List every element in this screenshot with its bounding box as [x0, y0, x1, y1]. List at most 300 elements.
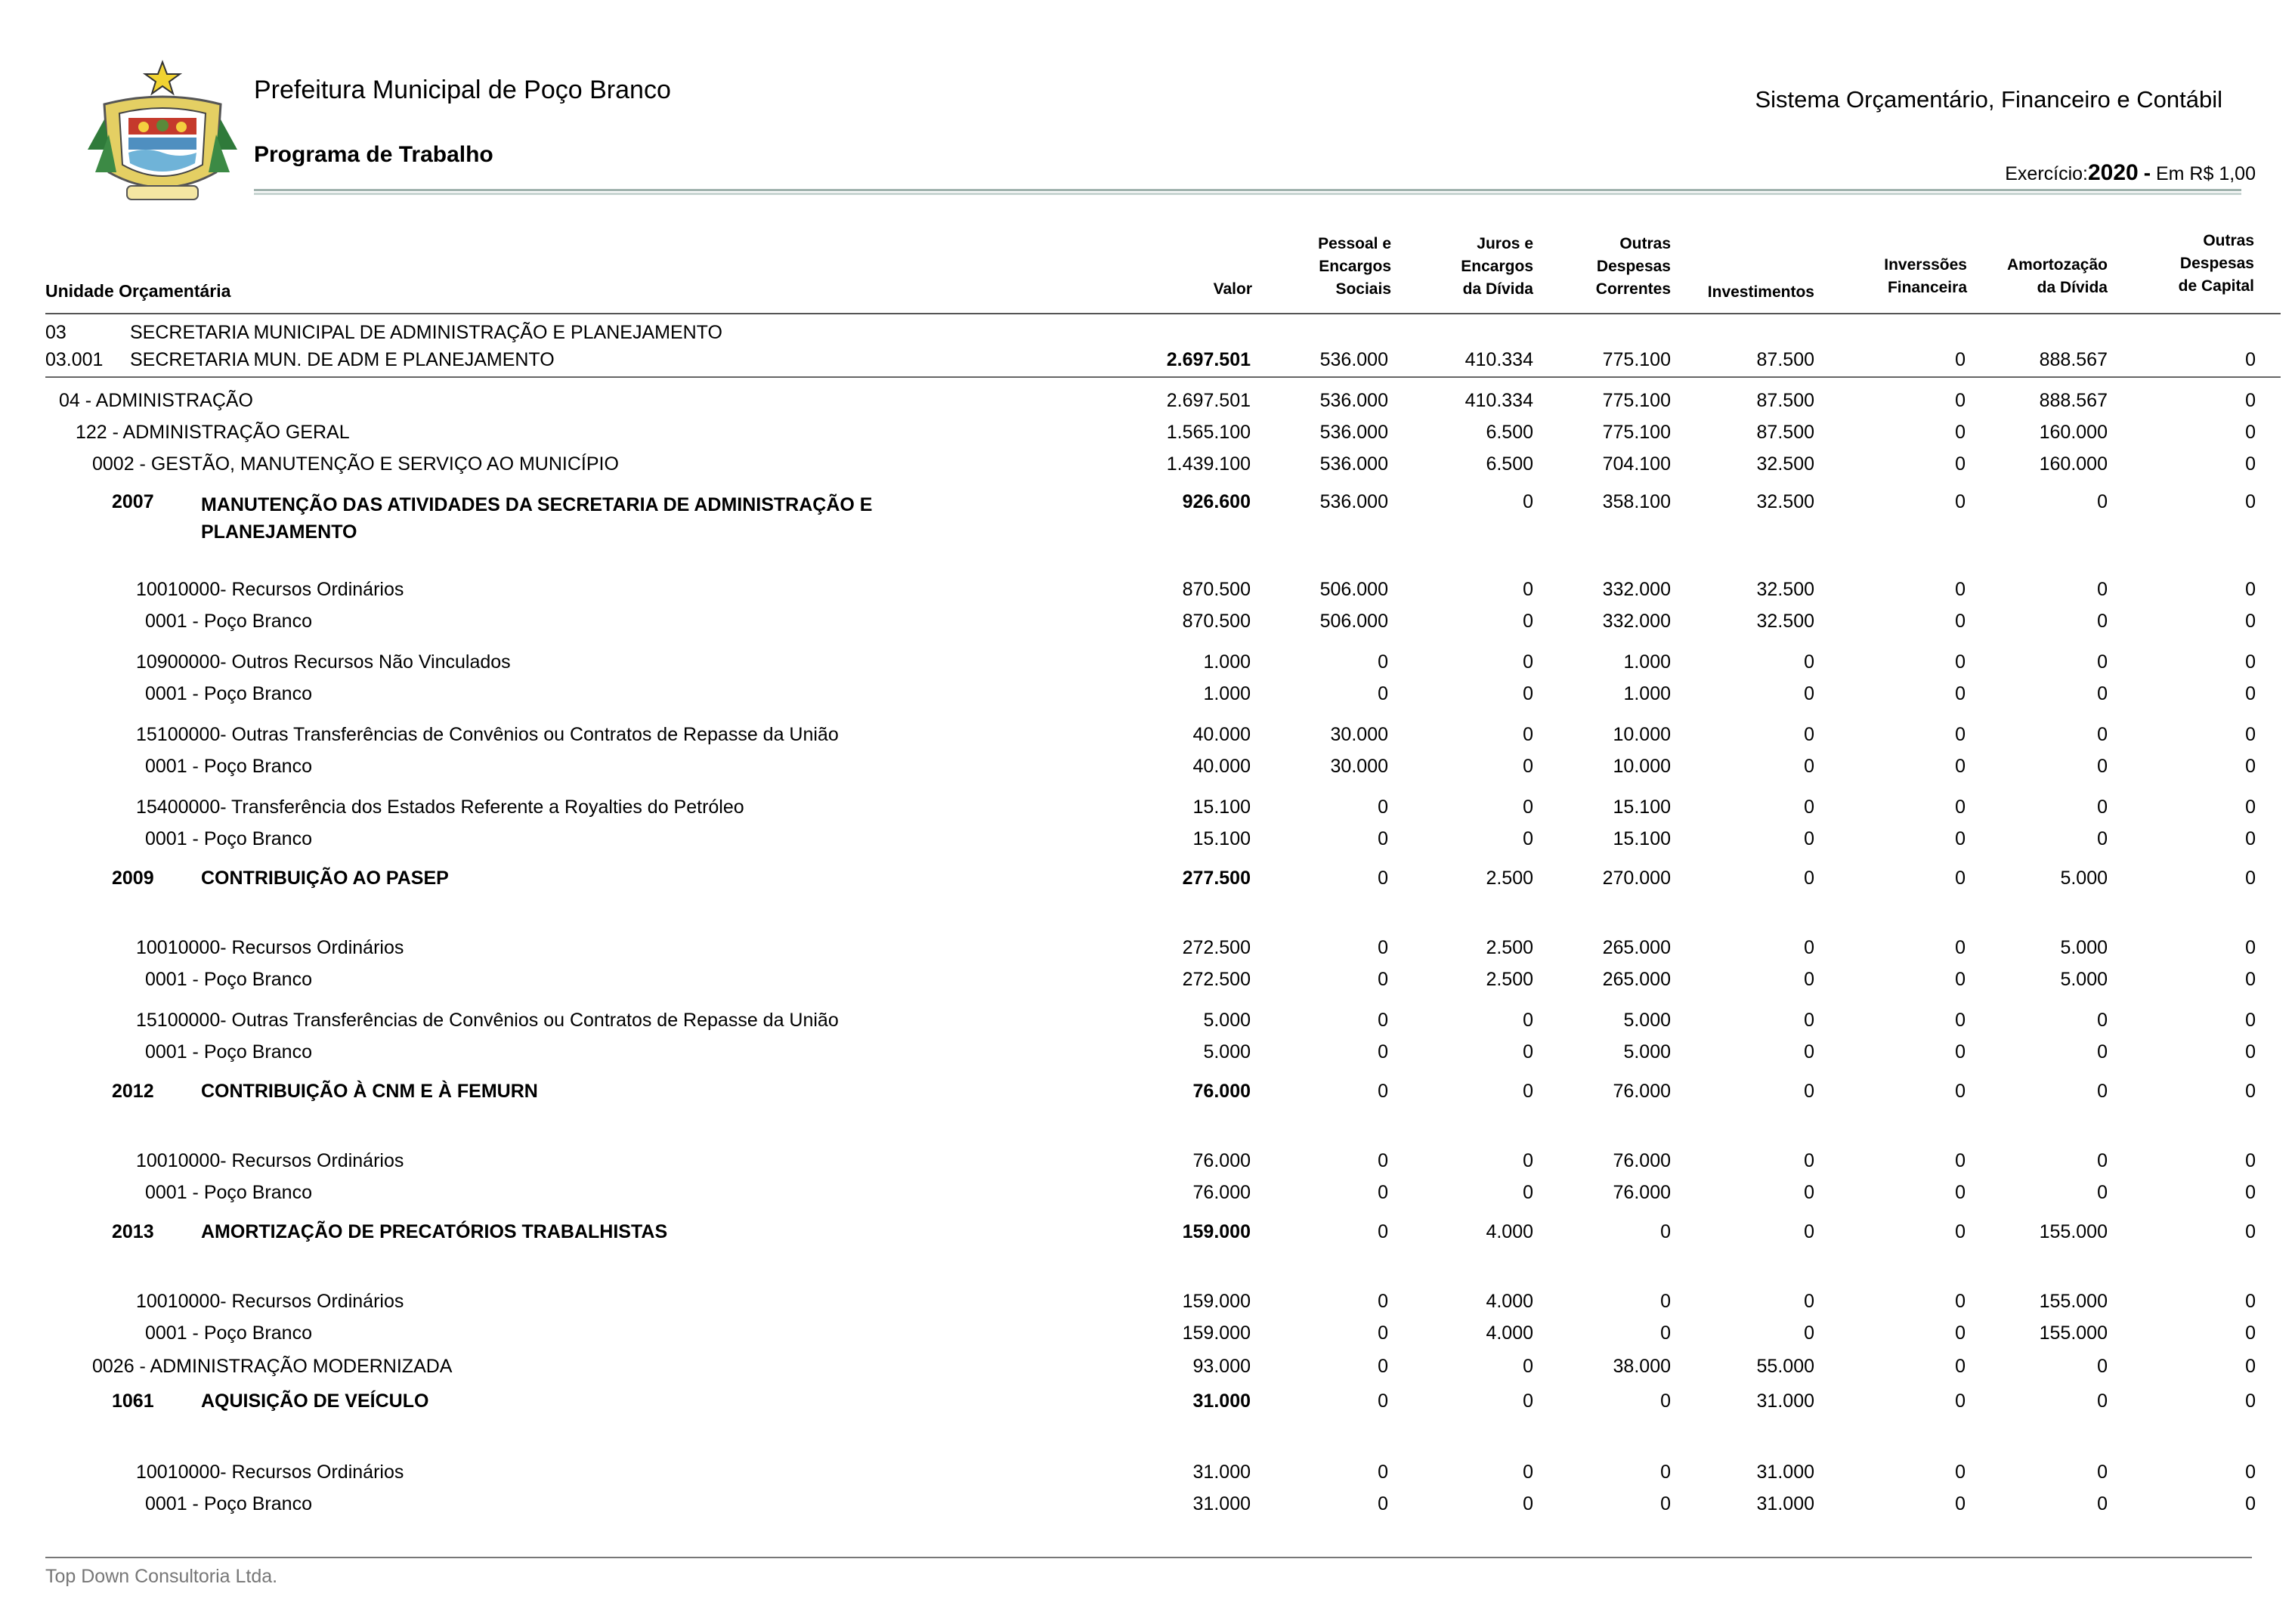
cell-outras-capital: 0 — [2245, 1221, 2256, 1242]
cell-outras-correntes: 0 — [1660, 1493, 1671, 1514]
cell-investimentos: 0 — [1804, 828, 1814, 849]
cell-amortizacao: 888.567 — [2039, 390, 2108, 411]
cell-juros: 0 — [1523, 724, 1533, 745]
cell-juros: 2.500 — [1486, 937, 1533, 958]
cell-pessoal: 536.000 — [1319, 491, 1388, 512]
cell-amortizacao: 0 — [2097, 1081, 2108, 1102]
cell-inversoes: 0 — [1955, 937, 1966, 958]
row-code: 03 — [45, 322, 66, 343]
cell-pessoal: 0 — [1378, 797, 1388, 818]
row-description: 0002 - GESTÃO, MANUTENÇÃO E SERVIÇO AO MUNICÍPIO — [92, 453, 619, 475]
table-row — [0, 1462, 2295, 1492]
column-header-pessoal — [1318, 233, 1391, 301]
cell-investimentos: 0 — [1804, 683, 1814, 704]
column-header-outras-correntes — [1596, 233, 1671, 301]
cell-amortizacao: 155.000 — [2039, 1322, 2108, 1344]
column-header-outras-capital — [2179, 230, 2254, 298]
cell-outras-correntes: 704.100 — [1602, 453, 1671, 475]
cell-inversoes: 0 — [1955, 453, 1966, 475]
cell-valor: 93.000 — [1192, 1356, 1251, 1377]
row-description: 0026 - ADMINISTRAÇÃO MODERNIZADA — [92, 1356, 453, 1377]
cell-valor: 272.500 — [1182, 937, 1251, 958]
row-code: 2012 — [112, 1081, 154, 1102]
column-header-amortizacao — [2007, 254, 2108, 299]
row-code: 2009 — [112, 868, 154, 889]
cell-outras-capital: 0 — [2245, 1041, 2256, 1063]
cell-pessoal: 0 — [1378, 1493, 1388, 1514]
table-row — [0, 1150, 2295, 1180]
table-row — [0, 1493, 2295, 1523]
cell-valor: 1.565.100 — [1166, 422, 1251, 443]
cell-valor: 76.000 — [1192, 1150, 1251, 1171]
cell-pessoal: 0 — [1378, 1462, 1388, 1483]
cell-outras-capital: 0 — [2245, 1356, 2256, 1377]
cell-amortizacao: 0 — [2097, 724, 2108, 745]
cell-amortizacao: 0 — [2097, 1493, 2108, 1514]
cell-inversoes: 0 — [1955, 1221, 1966, 1242]
table-row — [0, 756, 2295, 786]
column-header-line: Sociais — [1335, 280, 1391, 298]
cell-juros: 0 — [1523, 579, 1533, 600]
row-description: SECRETARIA MUNICIPAL DE ADMINISTRAÇÃO E PLANEJAMENTO — [130, 322, 722, 343]
cell-outras-capital: 0 — [2245, 937, 2256, 958]
cell-outras-correntes: 1.000 — [1623, 651, 1671, 673]
cell-juros: 0 — [1523, 756, 1533, 777]
cell-outras-correntes: 76.000 — [1613, 1182, 1671, 1203]
cell-investimentos: 0 — [1804, 797, 1814, 818]
cell-outras-capital: 0 — [2245, 1493, 2256, 1514]
cell-juros: 6.500 — [1486, 453, 1533, 475]
cell-pessoal: 506.000 — [1319, 579, 1388, 600]
cell-investimentos: 0 — [1804, 937, 1814, 958]
column-header-line: Financeira — [1887, 279, 1967, 296]
cell-outras-capital: 0 — [2245, 969, 2256, 990]
cell-pessoal: 0 — [1378, 651, 1388, 673]
table-row — [0, 969, 2295, 999]
table-row — [0, 937, 2295, 967]
cell-valor: 31.000 — [1192, 1493, 1251, 1514]
cell-outras-correntes: 5.000 — [1623, 1041, 1671, 1063]
cell-valor: 2.697.501 — [1166, 349, 1251, 370]
cell-outras-capital: 0 — [2245, 1010, 2256, 1031]
row-description: 0001 - Poço Branco — [145, 1182, 312, 1203]
cell-pessoal: 0 — [1378, 1150, 1388, 1171]
cell-pessoal: 0 — [1378, 1182, 1388, 1203]
cell-inversoes: 0 — [1955, 349, 1966, 370]
cell-inversoes: 0 — [1955, 1010, 1966, 1031]
system-name: Sistema Orçamentário, Financeiro e Contábil — [1755, 86, 2222, 113]
cell-investimentos: 32.500 — [1756, 491, 1814, 512]
cell-juros: 4.000 — [1486, 1322, 1533, 1344]
footer-divider — [45, 1557, 2252, 1558]
cell-investimentos: 0 — [1804, 868, 1814, 889]
cell-juros: 0 — [1523, 1390, 1533, 1412]
cell-pessoal: 0 — [1378, 683, 1388, 704]
cell-amortizacao: 5.000 — [2060, 969, 2108, 990]
cell-outras-correntes: 5.000 — [1623, 1010, 1671, 1031]
exercise-separator: - — [2143, 161, 2151, 184]
cell-inversoes: 0 — [1955, 579, 1966, 600]
cell-inversoes: 0 — [1955, 1322, 1966, 1344]
cell-valor: 1.000 — [1203, 683, 1251, 704]
cell-investimentos: 0 — [1804, 1221, 1814, 1242]
cell-amortizacao: 155.000 — [2039, 1221, 2108, 1242]
cell-pessoal: 0 — [1378, 1010, 1388, 1031]
table-row — [0, 1322, 2295, 1353]
table-row — [0, 1291, 2295, 1321]
cell-valor: 5.000 — [1203, 1041, 1251, 1063]
cell-valor: 15.100 — [1192, 828, 1251, 849]
table-row — [0, 390, 2295, 420]
cell-outras-capital: 0 — [2245, 1462, 2256, 1483]
cell-juros: 4.000 — [1486, 1221, 1533, 1242]
cell-amortizacao: 888.567 — [2039, 349, 2108, 370]
cell-investimentos: 55.000 — [1756, 1356, 1814, 1377]
cell-inversoes: 0 — [1955, 1081, 1966, 1102]
table-row — [0, 868, 2295, 898]
exercise-info — [2005, 160, 2256, 186]
table-row — [0, 683, 2295, 713]
cell-outras-correntes: 76.000 — [1613, 1150, 1671, 1171]
cell-outras-capital: 0 — [2245, 390, 2256, 411]
cell-outras-capital: 0 — [2245, 611, 2256, 632]
cell-investimentos: 31.000 — [1756, 1462, 1814, 1483]
cell-amortizacao: 0 — [2097, 1150, 2108, 1171]
cell-inversoes: 0 — [1955, 491, 1966, 512]
cell-valor: 870.500 — [1182, 611, 1251, 632]
cell-investimentos: 87.500 — [1756, 349, 1814, 370]
cell-investimentos: 0 — [1804, 969, 1814, 990]
cell-amortizacao: 0 — [2097, 491, 2108, 512]
cell-investimentos: 0 — [1804, 1010, 1814, 1031]
column-header-line: Outras — [1619, 235, 1671, 252]
row-description: 122 - ADMINISTRAÇÃO GERAL — [76, 422, 350, 443]
cell-valor: 15.100 — [1192, 797, 1251, 818]
cell-valor: 5.000 — [1203, 1010, 1251, 1031]
municipal-crest-icon — [82, 59, 243, 207]
cell-inversoes: 0 — [1955, 651, 1966, 673]
cell-investimentos: 0 — [1804, 756, 1814, 777]
cell-pessoal: 0 — [1378, 1356, 1388, 1377]
row-description: CONTRIBUIÇÃO AO PASEP — [201, 868, 449, 889]
footer-company: Top Down Consultoria Ltda. — [45, 1566, 278, 1587]
cell-inversoes: 0 — [1955, 1390, 1966, 1412]
table-row — [0, 1182, 2295, 1212]
table-row — [0, 491, 2295, 543]
cell-outras-correntes: 775.100 — [1602, 390, 1671, 411]
cell-inversoes: 0 — [1955, 724, 1966, 745]
cell-juros: 0 — [1523, 1182, 1533, 1203]
cell-inversoes: 0 — [1955, 1291, 1966, 1312]
cell-outras-correntes: 0 — [1660, 1291, 1671, 1312]
cell-juros: 410.334 — [1465, 349, 1533, 370]
table-row — [0, 349, 2295, 379]
cell-investimentos: 0 — [1804, 724, 1814, 745]
row-description: 10010000- Recursos Ordinários — [136, 579, 404, 600]
cell-juros: 0 — [1523, 651, 1533, 673]
cell-valor: 159.000 — [1182, 1291, 1251, 1312]
table-row — [0, 1081, 2295, 1111]
cell-amortizacao: 0 — [2097, 1041, 2108, 1063]
cell-juros: 0 — [1523, 1041, 1533, 1063]
cell-valor: 31.000 — [1192, 1390, 1251, 1412]
cell-valor: 40.000 — [1192, 724, 1251, 745]
column-header-line: Inverssões — [1884, 256, 1967, 274]
cell-outras-correntes: 15.100 — [1613, 797, 1671, 818]
cell-inversoes: 0 — [1955, 756, 1966, 777]
column-header-line: da Dívida — [1462, 280, 1533, 298]
exercise-year: 2020 — [2088, 160, 2139, 185]
cell-juros: 0 — [1523, 1356, 1533, 1377]
cell-pessoal: 536.000 — [1319, 453, 1388, 475]
cell-juros: 0 — [1523, 683, 1533, 704]
cell-investimentos: 0 — [1804, 1150, 1814, 1171]
column-header-line: de Capital — [2178, 277, 2254, 295]
cell-pessoal: 536.000 — [1319, 349, 1388, 370]
cell-outras-capital: 0 — [2245, 1291, 2256, 1312]
row-description: CONTRIBUIÇÃO À CNM E À FEMURN — [201, 1081, 538, 1102]
cell-outras-correntes: 775.100 — [1602, 349, 1671, 370]
row-description: 0001 - Poço Branco — [145, 969, 312, 990]
cell-juros: 2.500 — [1486, 969, 1533, 990]
cell-inversoes: 0 — [1955, 828, 1966, 849]
row-description: 10900000- Outros Recursos Não Vinculados — [136, 651, 511, 673]
cell-amortizacao: 0 — [2097, 1390, 2108, 1412]
cell-amortizacao: 160.000 — [2039, 453, 2108, 475]
row-description: 04 - ADMINISTRAÇÃO — [59, 390, 253, 411]
cell-pessoal: 30.000 — [1330, 724, 1388, 745]
cell-valor: 1.000 — [1203, 651, 1251, 673]
column-header-line: Juros e — [1477, 235, 1533, 252]
cell-inversoes: 0 — [1955, 390, 1966, 411]
row-description: 0001 - Poço Branco — [145, 1322, 312, 1344]
row-description: MANUTENÇÃO DAS ATIVIDADES DA SECRETARIA DE ADMINISTRAÇÃO E PLANEJAMENTO — [201, 494, 873, 543]
row-code: 2013 — [112, 1221, 154, 1242]
cell-valor: 76.000 — [1192, 1081, 1251, 1102]
cell-outras-capital: 0 — [2245, 1322, 2256, 1344]
cell-pessoal: 0 — [1378, 1221, 1388, 1242]
row-code: 03.001 — [45, 349, 104, 370]
column-header-line: Correntes — [1595, 280, 1671, 298]
cell-amortizacao: 0 — [2097, 828, 2108, 849]
cell-outras-capital: 0 — [2245, 1150, 2256, 1171]
cell-investimentos: 0 — [1804, 1291, 1814, 1312]
cell-inversoes: 0 — [1955, 611, 1966, 632]
cell-inversoes: 0 — [1955, 1041, 1966, 1063]
column-header-unit: Unidade Orçamentária — [45, 281, 231, 301]
table-row — [0, 1221, 2295, 1251]
column-header-line: Amortozação — [2006, 256, 2108, 274]
cell-pessoal: 0 — [1378, 868, 1388, 889]
cell-inversoes: 0 — [1955, 1182, 1966, 1203]
cell-juros: 0 — [1523, 1150, 1533, 1171]
cell-outras-capital: 0 — [2245, 828, 2256, 849]
row-code: 1061 — [112, 1390, 154, 1412]
table-row — [0, 828, 2295, 858]
cell-amortizacao: 0 — [2097, 1182, 2108, 1203]
column-header-inversoes — [1884, 254, 1967, 299]
cell-outras-correntes: 38.000 — [1613, 1356, 1671, 1377]
column-header-investimentos — [1708, 281, 1814, 304]
municipality-name: Prefeitura Municipal de Poço Branco — [254, 76, 671, 104]
cell-investimentos: 0 — [1804, 1322, 1814, 1344]
row-description: 15100000- Outras Transferências de Convênios ou Contratos de Repasse da União — [136, 1010, 839, 1031]
cell-outras-correntes: 10.000 — [1613, 724, 1671, 745]
row-description: 0001 - Poço Branco — [145, 828, 312, 849]
cell-valor: 31.000 — [1192, 1462, 1251, 1483]
cell-juros: 6.500 — [1486, 422, 1533, 443]
column-header-line: Pessoal e — [1318, 235, 1391, 252]
cell-amortizacao: 0 — [2097, 579, 2108, 600]
cell-pessoal: 0 — [1378, 1390, 1388, 1412]
row-description: 0001 - Poço Branco — [145, 1041, 312, 1063]
cell-investimentos: 0 — [1804, 1182, 1814, 1203]
cell-juros: 0 — [1523, 1493, 1533, 1514]
column-header-valor — [1214, 278, 1252, 301]
cell-juros: 410.334 — [1465, 390, 1533, 411]
cell-outras-correntes: 76.000 — [1613, 1081, 1671, 1102]
column-header-investimentos-text: Investimentos — [1707, 283, 1814, 301]
row-description: 10010000- Recursos Ordinários — [136, 937, 404, 958]
cell-inversoes: 0 — [1955, 1150, 1966, 1171]
cell-outras-capital: 0 — [2245, 1081, 2256, 1102]
column-header-line: Encargos — [1319, 258, 1391, 275]
cell-amortizacao: 0 — [2097, 1356, 2108, 1377]
cell-outras-correntes: 775.100 — [1602, 422, 1671, 443]
cell-juros: 0 — [1523, 1462, 1533, 1483]
cell-outras-correntes: 332.000 — [1602, 579, 1671, 600]
report-title: Programa de Trabalho — [254, 142, 493, 167]
column-header-line: Outras — [2203, 232, 2254, 249]
cell-valor: 2.697.501 — [1166, 390, 1251, 411]
cell-outras-capital: 0 — [2245, 797, 2256, 818]
column-header-line: Despesas — [2179, 255, 2254, 272]
cell-outras-correntes: 15.100 — [1613, 828, 1671, 849]
cell-outras-capital: 0 — [2245, 453, 2256, 475]
cell-outras-correntes: 1.000 — [1623, 683, 1671, 704]
cell-outras-correntes: 10.000 — [1613, 756, 1671, 777]
cell-pessoal: 30.000 — [1330, 756, 1388, 777]
cell-amortizacao: 0 — [2097, 651, 2108, 673]
cell-outras-correntes: 0 — [1660, 1322, 1671, 1344]
cell-juros: 4.000 — [1486, 1291, 1533, 1312]
cell-outras-capital: 0 — [2245, 349, 2256, 370]
cell-valor: 159.000 — [1182, 1322, 1251, 1344]
cell-pessoal: 0 — [1378, 1322, 1388, 1344]
row-description: 10010000- Recursos Ordinários — [136, 1291, 404, 1312]
cell-valor: 277.500 — [1182, 868, 1251, 889]
table-row — [0, 1010, 2295, 1040]
cell-valor: 1.439.100 — [1166, 453, 1251, 475]
cell-inversoes: 0 — [1955, 1356, 1966, 1377]
cell-investimentos: 32.500 — [1756, 453, 1814, 475]
cell-investimentos: 0 — [1804, 651, 1814, 673]
cell-investimentos: 31.000 — [1756, 1493, 1814, 1514]
row-description: 10010000- Recursos Ordinários — [136, 1462, 404, 1483]
cell-juros: 0 — [1523, 491, 1533, 512]
exercise-label: Exercício: — [2005, 163, 2088, 184]
cell-juros: 2.500 — [1486, 868, 1533, 889]
row-description: SECRETARIA MUN. DE ADM E PLANEJAMENTO — [130, 349, 555, 370]
cell-valor: 926.600 — [1182, 491, 1251, 512]
cell-valor: 272.500 — [1182, 969, 1251, 990]
cell-outras-capital: 0 — [2245, 579, 2256, 600]
cell-outras-capital: 0 — [2245, 422, 2256, 443]
column-header-line: Encargos — [1461, 258, 1533, 275]
cell-amortizacao: 0 — [2097, 756, 2108, 777]
cell-juros: 0 — [1523, 797, 1533, 818]
cell-outras-capital: 0 — [2245, 1390, 2256, 1412]
cell-inversoes: 0 — [1955, 422, 1966, 443]
cell-inversoes: 0 — [1955, 868, 1966, 889]
cell-inversoes: 0 — [1955, 683, 1966, 704]
row-description: 0001 - Poço Branco — [145, 611, 312, 632]
cell-outras-correntes: 265.000 — [1602, 969, 1671, 990]
header-divider — [254, 189, 2241, 195]
cell-valor: 159.000 — [1182, 1221, 1251, 1242]
table-header-divider — [45, 313, 2281, 314]
cell-juros: 0 — [1523, 1081, 1533, 1102]
column-header-line: da Dívida — [2037, 279, 2108, 296]
table-row — [0, 1390, 2295, 1421]
cell-outras-capital: 0 — [2245, 724, 2256, 745]
cell-inversoes: 0 — [1955, 797, 1966, 818]
row-description: AQUISIÇÃO DE VEÍCULO — [201, 1390, 429, 1412]
table-row — [0, 651, 2295, 682]
column-header-line: Despesas — [1596, 258, 1671, 275]
cell-outras-correntes: 0 — [1660, 1390, 1671, 1412]
cell-outras-capital: 0 — [2245, 651, 2256, 673]
cell-amortizacao: 5.000 — [2060, 868, 2108, 889]
row-description: 0001 - Poço Branco — [145, 683, 312, 704]
cell-amortizacao: 5.000 — [2060, 937, 2108, 958]
cell-valor: 870.500 — [1182, 579, 1251, 600]
cell-pessoal: 0 — [1378, 828, 1388, 849]
cell-outras-capital: 0 — [2245, 1182, 2256, 1203]
row-description: AMORTIZAÇÃO DE PRECATÓRIOS TRABALHISTAS — [201, 1221, 668, 1242]
cell-outras-correntes: 332.000 — [1602, 611, 1671, 632]
cell-valor: 40.000 — [1192, 756, 1251, 777]
table-row — [0, 453, 2295, 484]
cell-pessoal: 536.000 — [1319, 422, 1388, 443]
row-description: 15400000- Transferência dos Estados Referente a Royalties do Petróleo — [136, 797, 744, 818]
cell-amortizacao: 0 — [2097, 1462, 2108, 1483]
table-row — [0, 322, 2295, 352]
cell-pessoal: 0 — [1378, 969, 1388, 990]
table-row — [0, 797, 2295, 827]
cell-amortizacao: 0 — [2097, 797, 2108, 818]
cell-investimentos: 87.500 — [1756, 422, 1814, 443]
table-row — [0, 1356, 2295, 1386]
row-description: 10010000- Recursos Ordinários — [136, 1150, 404, 1171]
row-description: 0001 - Poço Branco — [145, 1493, 312, 1514]
currency-label: Em R$ 1,00 — [2155, 163, 2256, 184]
cell-pessoal: 0 — [1378, 1081, 1388, 1102]
cell-investimentos: 0 — [1804, 1041, 1814, 1063]
cell-inversoes: 0 — [1955, 1462, 1966, 1483]
table-row — [0, 724, 2295, 754]
cell-pessoal: 0 — [1378, 1291, 1388, 1312]
cell-inversoes: 0 — [1955, 1493, 1966, 1514]
cell-outras-correntes: 0 — [1660, 1462, 1671, 1483]
cell-amortizacao: 0 — [2097, 611, 2108, 632]
cell-amortizacao: 155.000 — [2039, 1291, 2108, 1312]
cell-pessoal: 506.000 — [1319, 611, 1388, 632]
table-row — [0, 579, 2295, 609]
cell-juros: 0 — [1523, 611, 1533, 632]
cell-pessoal: 536.000 — [1319, 390, 1388, 411]
cell-pessoal: 0 — [1378, 937, 1388, 958]
